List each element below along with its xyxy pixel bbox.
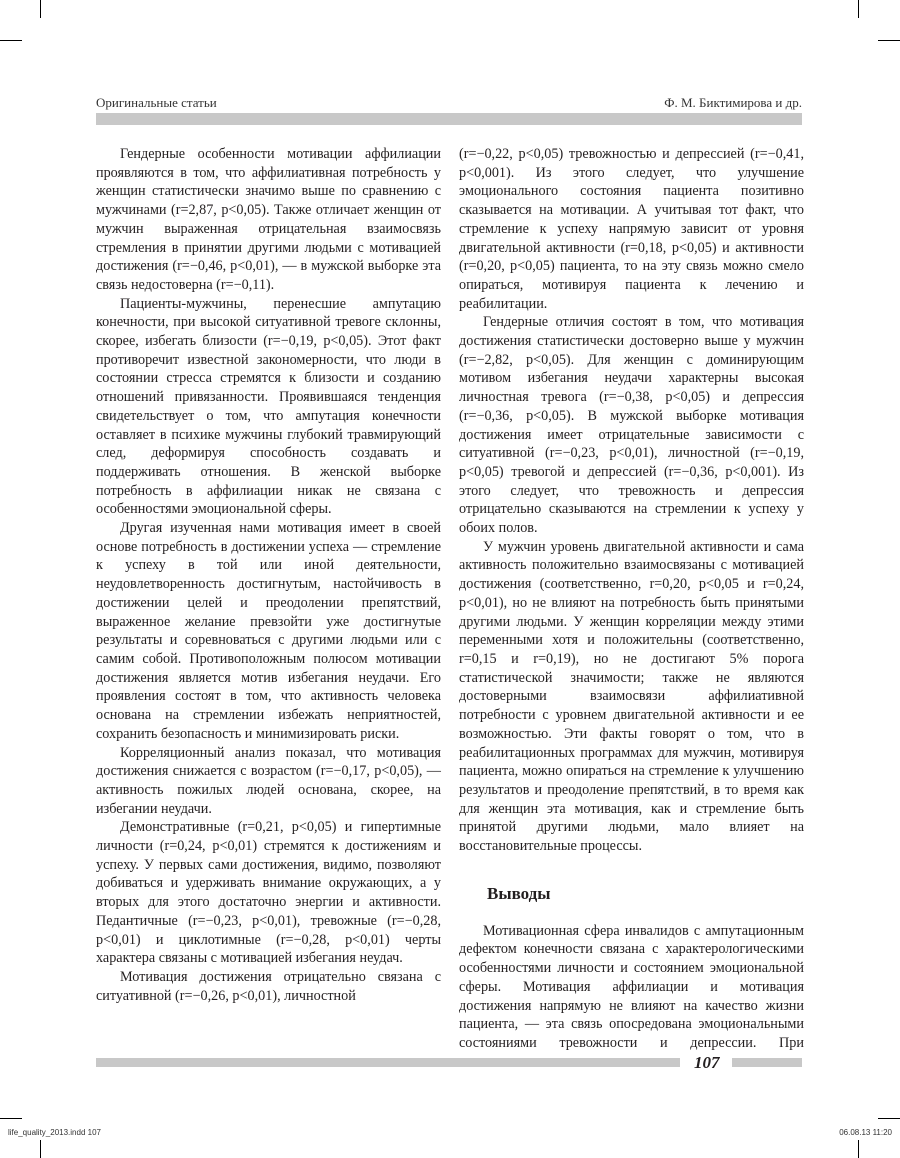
paragraph: Пациенты-мужчины, перенесшие ампутацию конечности, при высокой ситуативной тревоге склонны, скорее, избегать близости (r=−0,19, p<0,05). Этот факт противоречит известной закономерности, что люди в состоянии стресса стремятся к близости и созданию отношений привязанности. Проявившаяся тенденция свидетельствует о том, что ампутация конечности оставляет в психике мужчины глубокий травмирующий след, деформируя способность создавать и поддерживать отношения. В женской выборке потребность в аффилиации никак не связана с особенностями эмоциональной сферы.: [96, 295, 441, 518]
header-rule: [96, 113, 802, 125]
crop-mark: [40, 1140, 41, 1158]
print-slug-datetime: 06.08.13 11:20: [839, 1128, 892, 1137]
section-heading: Выводы: [487, 883, 551, 903]
crop-mark: [40, 0, 41, 18]
left-column: [96, 145, 441, 1005]
paragraph: Демонстративные (r=0,21, p<0,05) и гипертимные личности (r=0,24, p<0,01) стремятся к достижениям и успеху. У первых сами достижения, видимо, позволяют добиваться и удерживать внимание окружающих, а у вторых для этого достаточно энергии и активности. Педантичные (r=−0,23, p<0,01), тревожные (r=−0,28, p<0,01) и циклотимные (r=−0,28, p<0,01) черты характера связаны с мотивацией избегания неудач.: [96, 819, 441, 967]
paragraph: Гендерные отличия состоят в том, что мотивация достижения статистически достоверно выше у мужчин (r=−2,82, p<0,05). Для женщин с доминирующим мотивом избегания неудачи характерны высокая личностная тревога (r=−0,38, p<0,05) и депрессия (r=−0,36, p<0,05). В мужской выборке мотивация достижения имеет отрицательные зависимости с ситуативной (r=−0,23, p<0,01), личностной (r=−0,19, p<0,05) тревогой и депрессией (r=−0,36, p<0,001). Из этого следует, что тревожность и депрессия отрицательно сказываются на стремлении к успеху у обоих полов.: [459, 314, 804, 537]
section-title: Оригинальные статьи: [96, 95, 217, 110]
crop-mark: [878, 1118, 900, 1119]
page-number: 107: [694, 1053, 720, 1072]
footer-rule: [732, 1058, 802, 1067]
paragraph: Другая изученная нами мотивация имеет в своей основе потребность в достижении успеха — стремление к успеху в той или иной деятельности, неудовлетворенность достигнутым, настойчивость в достижении целей и преодолении препятствий, выраженное желание превзойти уже достигнутые результаты и соревноваться с другими людьми или с самим собой. Противоположным полюсом мотивации достижения является мотив избегания неудачи. Его проявления состоят в том, что активность человека основана на стремлении избежать неприятностей, сохранить безопасность и минимизировать риски.: [96, 520, 441, 742]
right-column: [459, 145, 804, 1071]
paragraph-continuation: (r=−0,22, p<0,05) тревожностью и депрессией (r=−0,41, p<0,001). Из этого следует, что улучшение эмоционального состояния пациента позитивно сказывается на мотивации. А учитывая тот факт, что стремление к успеху напрямую зависит от уровня двигательной активности (r=0,18, p<0,05) и активности (r=0,20, p<0,05) пациента, то на эту связь можно смело опираться, мотивируя пациента к лечению и реабилитации.: [459, 146, 804, 312]
paragraph: У мужчин уровень двигательной активности и сама активность положительно взаимосвязаны с мотивацией достижения (соответственно, r=0,20, p<0,05 и r=0,24, p<0,01), но не влияют на потребность быть принятыми другими людьми. У женщин корреляции между этими переменными хотя и положительны (соответственно, r=0,15 и r=0,19), но не достигают 5% порога статистической значимости; также не являются достоверными взаимосвязи аффилиативной потребности с уровнем двигательной активности и ее возможностью. Эти факты говорят о том, что в реабилитационных программах для мужчин, мотивируя пациента, можно опираться на стремление к улучшению результатов и преодоление препятствий, в то время как для женщин эта мотивация, как и стремление быть принятой другими людьми, мало влияет на восстановительные процессы.: [459, 538, 804, 855]
crop-mark: [0, 1118, 22, 1119]
print-slug-file: life_quality_2013.indd 107: [8, 1128, 101, 1137]
paragraph: Гендерные особенности мотивации аффилиации проявляются в том, что аффилиативная потребность у женщин статистически значимо выше по сравнению с мужчинами (r=2,87, p<0,05). Также отличает женщин от мужчин выраженная отрицательная взаимосвязь стремления в принятии другими людьми с мотивацией достижения (r=−0,46, p<0,01), — в мужской выборке эта связь недостоверна (r=−0,11).: [96, 146, 441, 293]
crop-mark: [858, 0, 859, 18]
paragraph: Мотивационная сфера инвалидов с ампутационным дефектом конечности связана с характерологическими особенностями личности и состоянием эмоциональной сферы. Мотивация аффилиации и мотивация достижения напрямую не влияют на качество жизни пациента, — эта связь опосредована эмоциональными состояниями тревожности и депрессии. При: [459, 922, 804, 1051]
paragraph: Мотивация достижения отрицательно связана с ситуативной (r=−0,26, p<0,01), личностной: [96, 968, 441, 1004]
crop-mark: [858, 1140, 859, 1158]
paragraph: Корреляционный анализ показал, что мотивация достижения снижается с возрастом (r=−0,17, p<0,05), — активность пожилых людей основана, скорее, на избегании неудачи.: [96, 744, 441, 817]
crop-mark: [0, 40, 22, 41]
running-header: [96, 95, 802, 113]
footer-rule: [96, 1058, 680, 1067]
crop-mark: [878, 40, 900, 41]
authors: Ф. М. Биктимирова и др.: [664, 95, 802, 110]
